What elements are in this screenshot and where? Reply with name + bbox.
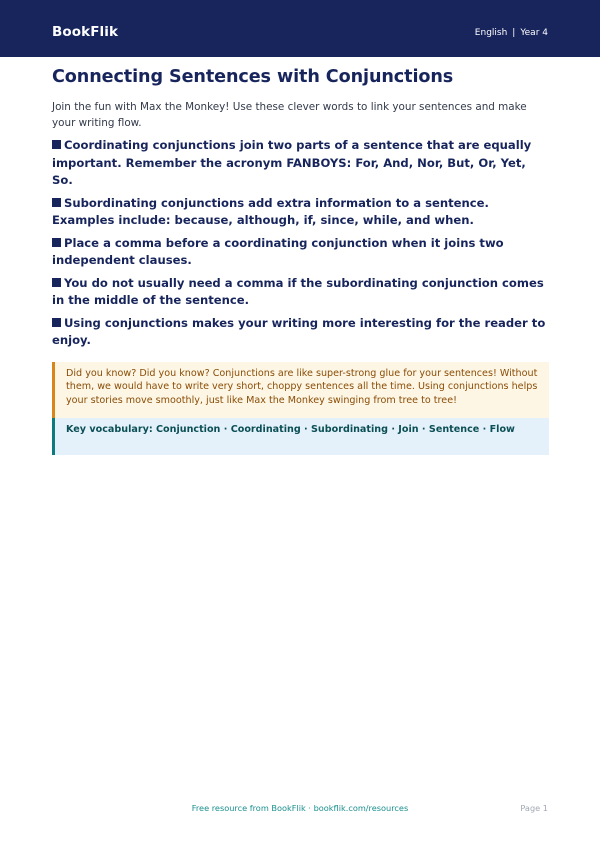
did-you-know-callout: Did you know? Did you know? Conjunctions are like super-strong glue for your sentences! Without them, we would have to write very short, choppy sentences all the time. Using conjunctions helps your stories move smoothly, just like Max the Monkey swinging from tree to tree!: [52, 362, 549, 418]
key-points-list: [52, 137, 549, 350]
key-point-text: Place a comma before a coordinating conjunction when it joins two independent clauses.: [52, 235, 504, 267]
key-point: [52, 315, 549, 350]
key-point-text: You do not usually need a comma if the subordinating conjunction comes in the middle of the sentence.: [52, 275, 544, 307]
intro-paragraph: Join the fun with Max the Monkey! Use these clever words to link your sentences and make your writing flow.: [52, 101, 527, 129]
square-bullet-icon: [52, 318, 61, 327]
key-point: [52, 137, 549, 190]
key-point-text: Using conjunctions makes your writing more interesting for the reader to enjoy.: [52, 315, 546, 347]
key-point-text: Subordinating conjunctions add extra information to a sentence. Examples include: because, although, if, since, while, and when.: [52, 195, 489, 227]
subject-label: English: [474, 28, 508, 38]
page-title: Connecting Sentences with Conjunctions: [52, 67, 454, 87]
footer-resource-link[interactable]: Free resource from BookFlik · bookflik.com/resources: [191, 803, 409, 813]
main-content: [52, 66, 549, 455]
key-point-text: Coordinating conjunctions join two parts of a sentence that are equally important. Remember the acronym FANBOYS: For, And, Nor, But, Or, Yet, So.: [52, 138, 532, 187]
square-bullet-icon: [52, 238, 61, 247]
key-point: [52, 235, 549, 270]
key-point: [52, 195, 549, 230]
brand-logo[interactable]: BookFlik: [52, 24, 119, 40]
page-number: Page 1: [520, 803, 548, 813]
key-point: [52, 275, 549, 310]
year-label: Year 4: [520, 28, 548, 38]
key-vocabulary-box: Key vocabulary: Conjunction · Coordinating · Subordinating · Join · Sentence · Flow: [52, 418, 549, 455]
site-header: [0, 0, 600, 57]
square-bullet-icon: [52, 140, 61, 149]
square-bullet-icon: [52, 278, 61, 287]
meta-separator: |: [512, 28, 516, 38]
subject-year-meta: [475, 28, 548, 38]
square-bullet-icon: [52, 198, 61, 207]
